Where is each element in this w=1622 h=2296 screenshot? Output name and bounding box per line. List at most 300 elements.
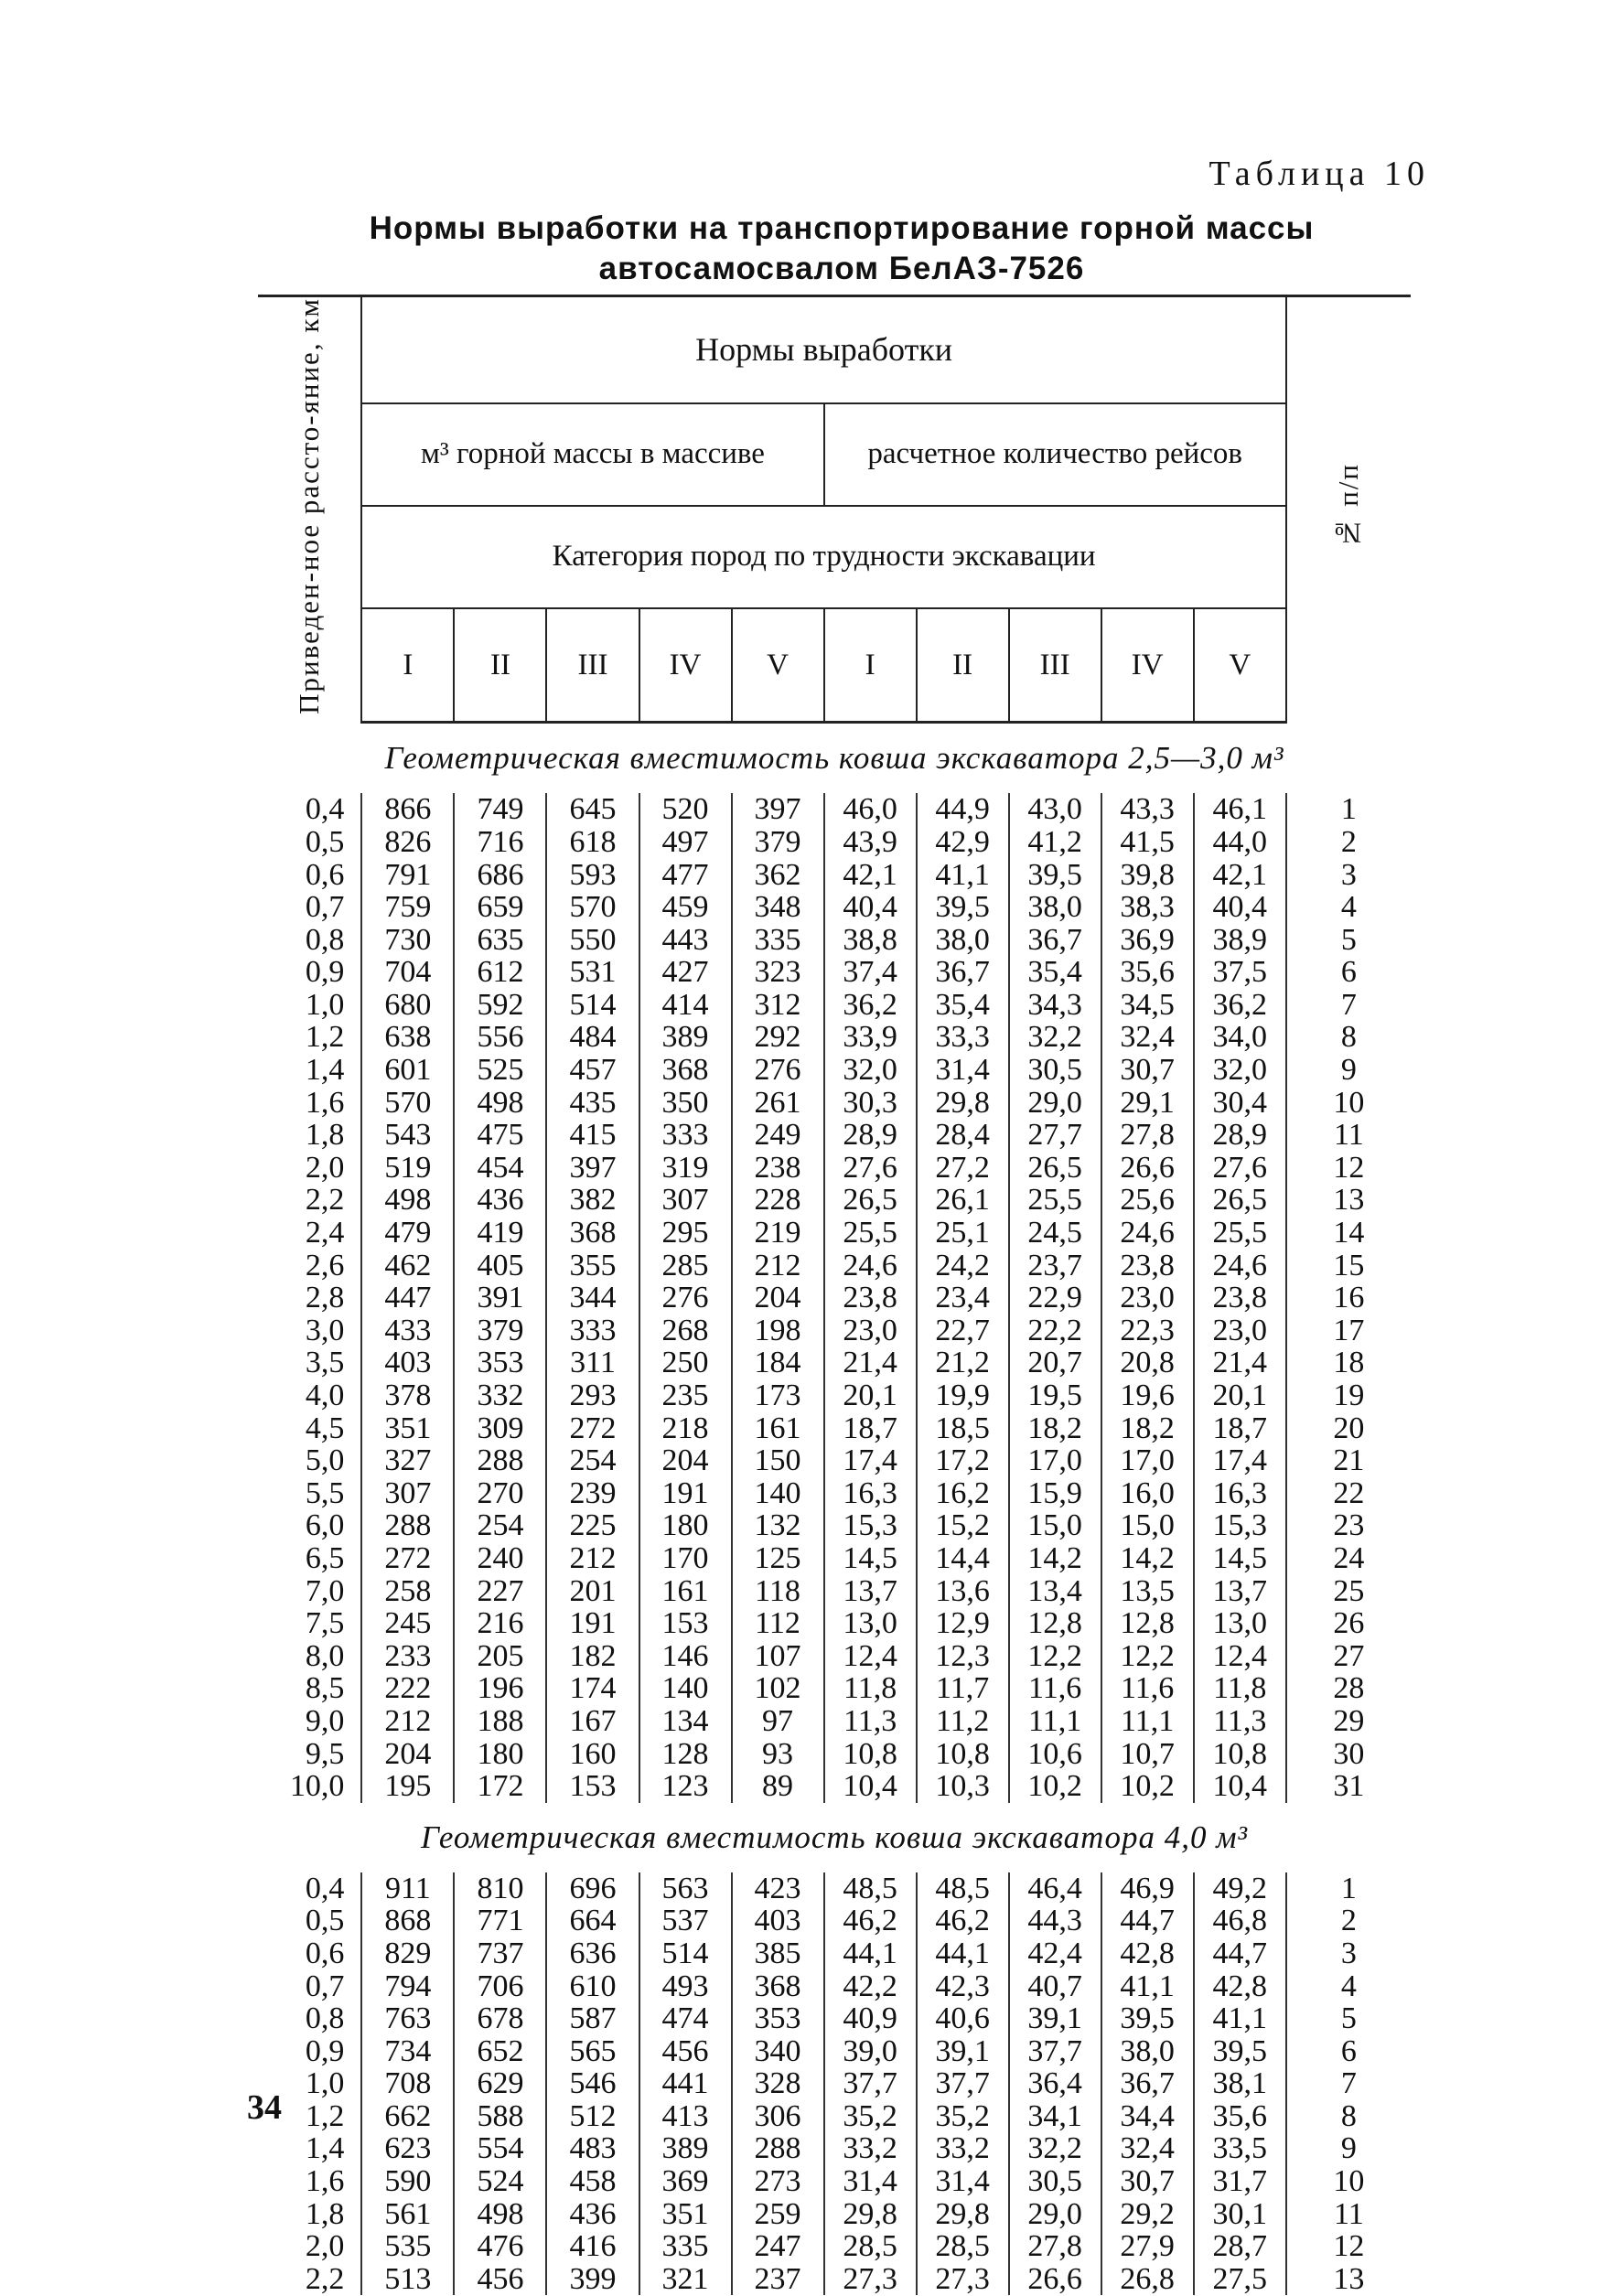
trips-cell: 40,9 xyxy=(824,2002,917,2035)
header-category-volume-3: III xyxy=(546,608,639,723)
trips-cell: 29,2 xyxy=(1101,2198,1194,2231)
trips-cell: 36,9 xyxy=(1101,924,1194,957)
trips-cell: 34,4 xyxy=(1101,2100,1194,2133)
table-row xyxy=(258,1444,1411,1477)
trips-cell: 42,3 xyxy=(917,1970,1009,2003)
header-category-volume-1: I xyxy=(361,608,454,723)
trips-cell: 10,7 xyxy=(1101,1738,1194,1771)
volume-cell: 413 xyxy=(639,2100,732,2133)
trips-cell: 20,1 xyxy=(824,1379,917,1412)
volume-cell: 249 xyxy=(732,1119,824,1152)
volume-cell: 332 xyxy=(454,1379,546,1412)
table-row xyxy=(258,826,1411,859)
trips-cell: 39,5 xyxy=(917,891,1009,924)
trips-cell: 28,5 xyxy=(917,2230,1009,2263)
trips-cell: 27,8 xyxy=(1009,2230,1101,2263)
volume-cell: 618 xyxy=(546,826,639,859)
volume-cell: 180 xyxy=(454,1738,546,1771)
volume-cell: 328 xyxy=(732,2067,824,2100)
trips-cell: 39,1 xyxy=(1009,2002,1101,2035)
header-trips: расчетное количество рейсов xyxy=(824,403,1286,506)
trips-cell: 17,0 xyxy=(1009,1444,1101,1477)
volume-cell: 285 xyxy=(639,1250,732,1282)
row-number-cell: 9 xyxy=(1286,2132,1411,2165)
volume-cell: 635 xyxy=(454,924,546,957)
trips-cell: 17,4 xyxy=(824,1444,917,1477)
distance-cell: 9,0 xyxy=(305,1703,345,1738)
volume-cell: 340 xyxy=(732,2035,824,2068)
trips-cell: 11,6 xyxy=(1009,1672,1101,1705)
row-number-cell: 24 xyxy=(1286,1542,1411,1575)
distance-cell: 2,2 xyxy=(305,2261,345,2296)
row-number-cell: 2 xyxy=(1286,826,1411,859)
trips-cell: 27,2 xyxy=(917,1152,1009,1185)
volume-cell: 153 xyxy=(639,1607,732,1640)
volume-cell: 601 xyxy=(361,1054,454,1087)
table-row xyxy=(258,2198,1411,2231)
trips-cell: 22,2 xyxy=(1009,1314,1101,1347)
trips-cell: 36,7 xyxy=(1009,924,1101,957)
volume-cell: 868 xyxy=(361,1904,454,1937)
trips-cell: 10,8 xyxy=(824,1738,917,1771)
trips-cell: 15,3 xyxy=(824,1509,917,1542)
distance-cell: 4,5 xyxy=(305,1411,345,1445)
table-row xyxy=(258,2263,1411,2296)
volume-cell: 456 xyxy=(639,2035,732,2068)
trips-cell: 33,2 xyxy=(824,2132,917,2165)
trips-cell: 24,5 xyxy=(1009,1217,1101,1250)
trips-cell: 39,5 xyxy=(1009,859,1101,892)
volume-cell: 368 xyxy=(546,1217,639,1250)
volume-cell: 123 xyxy=(639,1770,732,1803)
volume-cell: 704 xyxy=(361,956,454,989)
trips-cell: 15,2 xyxy=(917,1509,1009,1542)
trips-cell: 32,4 xyxy=(1101,1021,1194,1054)
trips-cell: 15,0 xyxy=(1101,1509,1194,1542)
trips-cell: 27,3 xyxy=(917,2263,1009,2296)
distance-cell: 0,4 xyxy=(305,792,345,827)
volume-cell: 261 xyxy=(732,1087,824,1120)
volume-cell: 791 xyxy=(361,859,454,892)
volume-cell: 112 xyxy=(732,1607,824,1640)
trips-cell: 12,3 xyxy=(917,1640,1009,1673)
volume-cell: 645 xyxy=(546,793,639,826)
volume-cell: 829 xyxy=(361,1937,454,1970)
volume-cell: 590 xyxy=(361,2165,454,2198)
volume-cell: 696 xyxy=(546,1872,639,1905)
row-number-cell: 20 xyxy=(1286,1412,1411,1445)
volume-cell: 333 xyxy=(546,1314,639,1347)
trips-cell: 44,1 xyxy=(917,1937,1009,1970)
trips-cell: 35,2 xyxy=(824,2100,917,2133)
trips-cell: 37,7 xyxy=(1009,2035,1101,2068)
table-row xyxy=(258,1575,1411,1608)
trips-cell: 32,0 xyxy=(824,1054,917,1087)
row-number-cell: 13 xyxy=(1286,1184,1411,1217)
trips-cell: 13,5 xyxy=(1101,1575,1194,1608)
trips-cell: 27,5 xyxy=(1194,2263,1286,2296)
distance-cell: 2,0 xyxy=(305,2229,345,2264)
volume-cell: 662 xyxy=(361,2100,454,2133)
trips-cell: 23,8 xyxy=(1101,1250,1194,1282)
trips-cell: 31,4 xyxy=(824,2165,917,2198)
volume-cell: 497 xyxy=(639,826,732,859)
trips-cell: 19,6 xyxy=(1101,1379,1194,1412)
volume-cell: 592 xyxy=(454,989,546,1022)
volume-cell: 535 xyxy=(361,2230,454,2263)
row-number-cell: 21 xyxy=(1286,1444,1411,1477)
trips-cell: 26,6 xyxy=(1101,1152,1194,1185)
trips-cell: 26,1 xyxy=(917,1184,1009,1217)
volume-cell: 272 xyxy=(361,1542,454,1575)
distance-cell: 0,8 xyxy=(305,922,345,957)
distance-cell: 0,5 xyxy=(305,824,345,859)
row-number-cell: 14 xyxy=(1286,1217,1411,1250)
table-row xyxy=(258,1904,1411,1937)
trips-cell: 38,0 xyxy=(1009,891,1101,924)
trips-cell: 28,4 xyxy=(917,1119,1009,1152)
row-number-cell: 13 xyxy=(1286,2263,1411,2296)
row-number-cell: 18 xyxy=(1286,1346,1411,1379)
row-number-cell: 15 xyxy=(1286,1250,1411,1282)
trips-cell: 37,7 xyxy=(917,2067,1009,2100)
volume-cell: 321 xyxy=(639,2263,732,2296)
trips-cell: 36,2 xyxy=(824,989,917,1022)
table-row xyxy=(258,859,1411,892)
row-number-cell: 6 xyxy=(1286,956,1411,989)
volume-cell: 369 xyxy=(639,2165,732,2198)
row-number-cell: 6 xyxy=(1286,2035,1411,2068)
trips-cell: 12,2 xyxy=(1101,1640,1194,1673)
volume-cell: 307 xyxy=(361,1477,454,1510)
distance-cell: 3,5 xyxy=(305,1346,345,1380)
volume-cell: 212 xyxy=(546,1542,639,1575)
trips-cell: 20,8 xyxy=(1101,1346,1194,1379)
volume-cell: 218 xyxy=(639,1412,732,1445)
table-row xyxy=(258,1970,1411,2003)
trips-cell: 38,1 xyxy=(1194,2067,1286,2100)
trips-cell: 12,9 xyxy=(917,1607,1009,1640)
trips-cell: 26,6 xyxy=(1009,2263,1101,2296)
table-row xyxy=(258,1509,1411,1542)
volume-cell: 652 xyxy=(454,2035,546,2068)
volume-cell: 554 xyxy=(454,2132,546,2165)
distance-cell: 10,0 xyxy=(289,1769,345,1804)
volume-cell: 228 xyxy=(732,1184,824,1217)
trips-cell: 20,7 xyxy=(1009,1346,1101,1379)
volume-cell: 335 xyxy=(732,924,824,957)
volume-cell: 512 xyxy=(546,2100,639,2133)
trips-cell: 29,8 xyxy=(917,1087,1009,1120)
trips-cell: 27,8 xyxy=(1101,1119,1194,1152)
trips-cell: 44,9 xyxy=(917,793,1009,826)
row-number-cell: 12 xyxy=(1286,2230,1411,2263)
distance-cell: 0,6 xyxy=(305,1936,345,1970)
volume-cell: 771 xyxy=(454,1904,546,1937)
trips-cell: 35,6 xyxy=(1101,956,1194,989)
trips-cell: 11,3 xyxy=(1194,1705,1286,1738)
volume-cell: 288 xyxy=(732,2132,824,2165)
trips-cell: 28,7 xyxy=(1194,2230,1286,2263)
trips-cell: 21,4 xyxy=(1194,1346,1286,1379)
trips-cell: 24,6 xyxy=(1194,1250,1286,1282)
volume-cell: 810 xyxy=(454,1872,546,1905)
volume-cell: 258 xyxy=(361,1575,454,1608)
trips-cell: 36,4 xyxy=(1009,2067,1101,2100)
table-row xyxy=(258,1184,1411,1217)
trips-cell: 42,9 xyxy=(917,826,1009,859)
volume-cell: 543 xyxy=(361,1119,454,1152)
table-row xyxy=(258,1021,1411,1054)
trips-cell: 14,5 xyxy=(1194,1542,1286,1575)
trips-cell: 41,5 xyxy=(1101,826,1194,859)
row-number-cell: 3 xyxy=(1286,1937,1411,1970)
distance-cell: 1,2 xyxy=(305,2098,345,2133)
trips-cell: 39,0 xyxy=(824,2035,917,2068)
volume-cell: 350 xyxy=(639,1087,732,1120)
volume-cell: 238 xyxy=(732,1152,824,1185)
table-header xyxy=(258,296,1411,723)
table-row xyxy=(258,1282,1411,1314)
trips-cell: 46,1 xyxy=(1194,793,1286,826)
volume-cell: 403 xyxy=(732,1904,824,1937)
trips-cell: 10,8 xyxy=(1194,1738,1286,1771)
volume-cell: 593 xyxy=(546,859,639,892)
trips-cell: 22,9 xyxy=(1009,1282,1101,1314)
trips-cell: 10,2 xyxy=(1101,1770,1194,1803)
distance-cell: 1,2 xyxy=(305,1020,345,1055)
volume-cell: 102 xyxy=(732,1672,824,1705)
volume-cell: 826 xyxy=(361,826,454,859)
volume-cell: 389 xyxy=(639,2132,732,2165)
volume-cell: 288 xyxy=(361,1509,454,1542)
row-number-cell: 5 xyxy=(1286,924,1411,957)
table-row xyxy=(258,1314,1411,1347)
volume-cell: 182 xyxy=(546,1640,639,1673)
volume-cell: 397 xyxy=(546,1152,639,1185)
row-number-cell: 2 xyxy=(1286,1904,1411,1937)
table-title xyxy=(256,209,1427,289)
table-row xyxy=(258,1054,1411,1087)
volume-cell: 288 xyxy=(454,1444,546,1477)
trips-cell: 17,0 xyxy=(1101,1444,1194,1477)
trips-cell: 25,1 xyxy=(917,1217,1009,1250)
header-category-trips-3: III xyxy=(1009,608,1101,723)
volume-cell: 273 xyxy=(732,2165,824,2198)
volume-cell: 794 xyxy=(361,1970,454,2003)
volume-cell: 254 xyxy=(454,1509,546,1542)
volume-cell: 443 xyxy=(639,924,732,957)
trips-cell: 31,7 xyxy=(1194,2165,1286,2198)
volume-cell: 306 xyxy=(732,2100,824,2133)
volume-cell: 309 xyxy=(454,1412,546,1445)
row-number-cell: 11 xyxy=(1286,1119,1411,1152)
trips-cell: 30,3 xyxy=(824,1087,917,1120)
volume-cell: 118 xyxy=(732,1575,824,1608)
volume-cell: 561 xyxy=(361,2198,454,2231)
table-row xyxy=(258,1937,1411,1970)
volume-cell: 519 xyxy=(361,1152,454,1185)
volume-cell: 212 xyxy=(732,1250,824,1282)
distance-cell: 7,5 xyxy=(305,1606,345,1641)
volume-cell: 173 xyxy=(732,1379,824,1412)
volume-cell: 201 xyxy=(546,1575,639,1608)
volume-cell: 759 xyxy=(361,891,454,924)
volume-cell: 368 xyxy=(732,1970,824,2003)
table-row xyxy=(258,793,1411,826)
volume-cell: 427 xyxy=(639,956,732,989)
trips-cell: 35,4 xyxy=(917,989,1009,1022)
volume-cell: 749 xyxy=(454,793,546,826)
volume-cell: 866 xyxy=(361,793,454,826)
table-row xyxy=(258,924,1411,957)
volume-cell: 353 xyxy=(454,1346,546,1379)
trips-cell: 42,8 xyxy=(1194,1970,1286,2003)
trips-cell: 29,8 xyxy=(824,2198,917,2231)
volume-cell: 737 xyxy=(454,1937,546,1970)
volume-cell: 563 xyxy=(639,1872,732,1905)
trips-cell: 44,7 xyxy=(1101,1904,1194,1937)
volume-cell: 457 xyxy=(546,1054,639,1087)
volume-cell: 132 xyxy=(732,1509,824,1542)
volume-cell: 498 xyxy=(361,1184,454,1217)
distance-cell: 1,8 xyxy=(305,1118,345,1153)
volume-cell: 391 xyxy=(454,1282,546,1314)
section-title-row xyxy=(258,723,1411,794)
volume-cell: 362 xyxy=(732,859,824,892)
volume-cell: 546 xyxy=(546,2067,639,2100)
trips-cell: 13,7 xyxy=(1194,1575,1286,1608)
trips-cell: 29,0 xyxy=(1009,1087,1101,1120)
volume-cell: 355 xyxy=(546,1250,639,1282)
trips-cell: 18,2 xyxy=(1009,1412,1101,1445)
header-category-volume-4: IV xyxy=(639,608,732,723)
trips-cell: 11,6 xyxy=(1101,1672,1194,1705)
trips-cell: 42,8 xyxy=(1101,1937,1194,1970)
row-number-cell: 7 xyxy=(1286,989,1411,1022)
volume-cell: 524 xyxy=(454,2165,546,2198)
volume-cell: 397 xyxy=(732,793,824,826)
distance-cell: 4,0 xyxy=(305,1379,345,1413)
distance-cell: 3,0 xyxy=(305,1313,345,1347)
trips-cell: 42,4 xyxy=(1009,1937,1101,1970)
volume-cell: 344 xyxy=(546,1282,639,1314)
distance-cell: 1,8 xyxy=(305,2196,345,2231)
trips-cell: 36,7 xyxy=(917,956,1009,989)
volume-cell: 476 xyxy=(454,2230,546,2263)
trips-cell: 22,7 xyxy=(917,1314,1009,1347)
trips-cell: 41,2 xyxy=(1009,826,1101,859)
trips-cell: 39,5 xyxy=(1101,2002,1194,2035)
volume-cell: 89 xyxy=(732,1770,824,1803)
trips-cell: 11,7 xyxy=(917,1672,1009,1705)
volume-cell: 276 xyxy=(639,1282,732,1314)
header-category-volume-2: II xyxy=(454,608,546,723)
volume-cell: 174 xyxy=(546,1672,639,1705)
volume-cell: 474 xyxy=(639,2002,732,2035)
row-number-cell: 10 xyxy=(1286,1087,1411,1120)
distance-cell: 2,4 xyxy=(305,1216,345,1250)
row-number-cell: 4 xyxy=(1286,891,1411,924)
trips-cell: 38,9 xyxy=(1194,924,1286,957)
volume-cell: 416 xyxy=(546,2230,639,2263)
volume-cell: 436 xyxy=(454,1184,546,1217)
distance-cell: 2,8 xyxy=(305,1281,345,1315)
trips-cell: 25,6 xyxy=(1101,1184,1194,1217)
trips-cell: 12,2 xyxy=(1009,1640,1101,1673)
trips-cell: 12,8 xyxy=(1101,1607,1194,1640)
volume-cell: 629 xyxy=(454,2067,546,2100)
distance-cell: 1,0 xyxy=(305,2066,345,2101)
volume-cell: 403 xyxy=(361,1346,454,1379)
trips-cell: 46,2 xyxy=(917,1904,1009,1937)
trips-cell: 24,6 xyxy=(1101,1217,1194,1250)
trips-cell: 20,1 xyxy=(1194,1379,1286,1412)
volume-cell: 479 xyxy=(361,1217,454,1250)
trips-cell: 21,4 xyxy=(824,1346,917,1379)
volume-cell: 623 xyxy=(361,2132,454,2165)
table-row xyxy=(258,1119,1411,1152)
volume-cell: 188 xyxy=(454,1705,546,1738)
distance-cell: 1,6 xyxy=(305,1085,345,1120)
volume-cell: 514 xyxy=(639,1937,732,1970)
trips-cell: 33,9 xyxy=(824,1021,917,1054)
distance-cell: 0,9 xyxy=(305,955,345,990)
row-number-cell: 30 xyxy=(1286,1738,1411,1771)
table-row xyxy=(258,1477,1411,1510)
table-row xyxy=(258,2100,1411,2133)
row-number-cell: 16 xyxy=(1286,1282,1411,1314)
trips-cell: 44,0 xyxy=(1194,826,1286,859)
volume-cell: 140 xyxy=(732,1477,824,1510)
volume-cell: 140 xyxy=(639,1672,732,1705)
row-number-cell: 23 xyxy=(1286,1509,1411,1542)
volume-cell: 161 xyxy=(639,1575,732,1608)
trips-cell: 27,6 xyxy=(824,1152,917,1185)
trips-cell: 24,6 xyxy=(824,1250,917,1282)
trips-cell: 12,4 xyxy=(1194,1640,1286,1673)
trips-cell: 27,6 xyxy=(1194,1152,1286,1185)
trips-cell: 18,5 xyxy=(917,1412,1009,1445)
volume-cell: 382 xyxy=(546,1184,639,1217)
title-line-1: Нормы выработки на транспортирование горной массы xyxy=(369,210,1315,246)
volume-cell: 565 xyxy=(546,2035,639,2068)
trips-cell: 37,5 xyxy=(1194,956,1286,989)
row-number-cell: 19 xyxy=(1286,1379,1411,1412)
trips-cell: 17,2 xyxy=(917,1444,1009,1477)
volume-cell: 134 xyxy=(639,1705,732,1738)
section-title-row xyxy=(258,1803,1411,1872)
header-volume: м³ горной массы в массиве xyxy=(361,403,823,506)
volume-cell: 385 xyxy=(732,1937,824,1970)
trips-cell: 31,4 xyxy=(917,1054,1009,1087)
volume-cell: 293 xyxy=(546,1379,639,1412)
distance-cell: 1,6 xyxy=(305,2164,345,2199)
volume-cell: 204 xyxy=(732,1282,824,1314)
trips-cell: 23,8 xyxy=(824,1282,917,1314)
trips-cell: 11,8 xyxy=(824,1672,917,1705)
table-row xyxy=(258,1379,1411,1412)
volume-cell: 686 xyxy=(454,859,546,892)
volume-cell: 659 xyxy=(454,891,546,924)
volume-cell: 351 xyxy=(639,2198,732,2231)
trips-cell: 18,7 xyxy=(1194,1412,1286,1445)
row-number-cell: 29 xyxy=(1286,1705,1411,1738)
trips-cell: 40,6 xyxy=(917,2002,1009,2035)
table-row xyxy=(258,989,1411,1022)
trips-cell: 16,3 xyxy=(1194,1477,1286,1510)
header-norms: Нормы выработки xyxy=(361,296,1285,403)
